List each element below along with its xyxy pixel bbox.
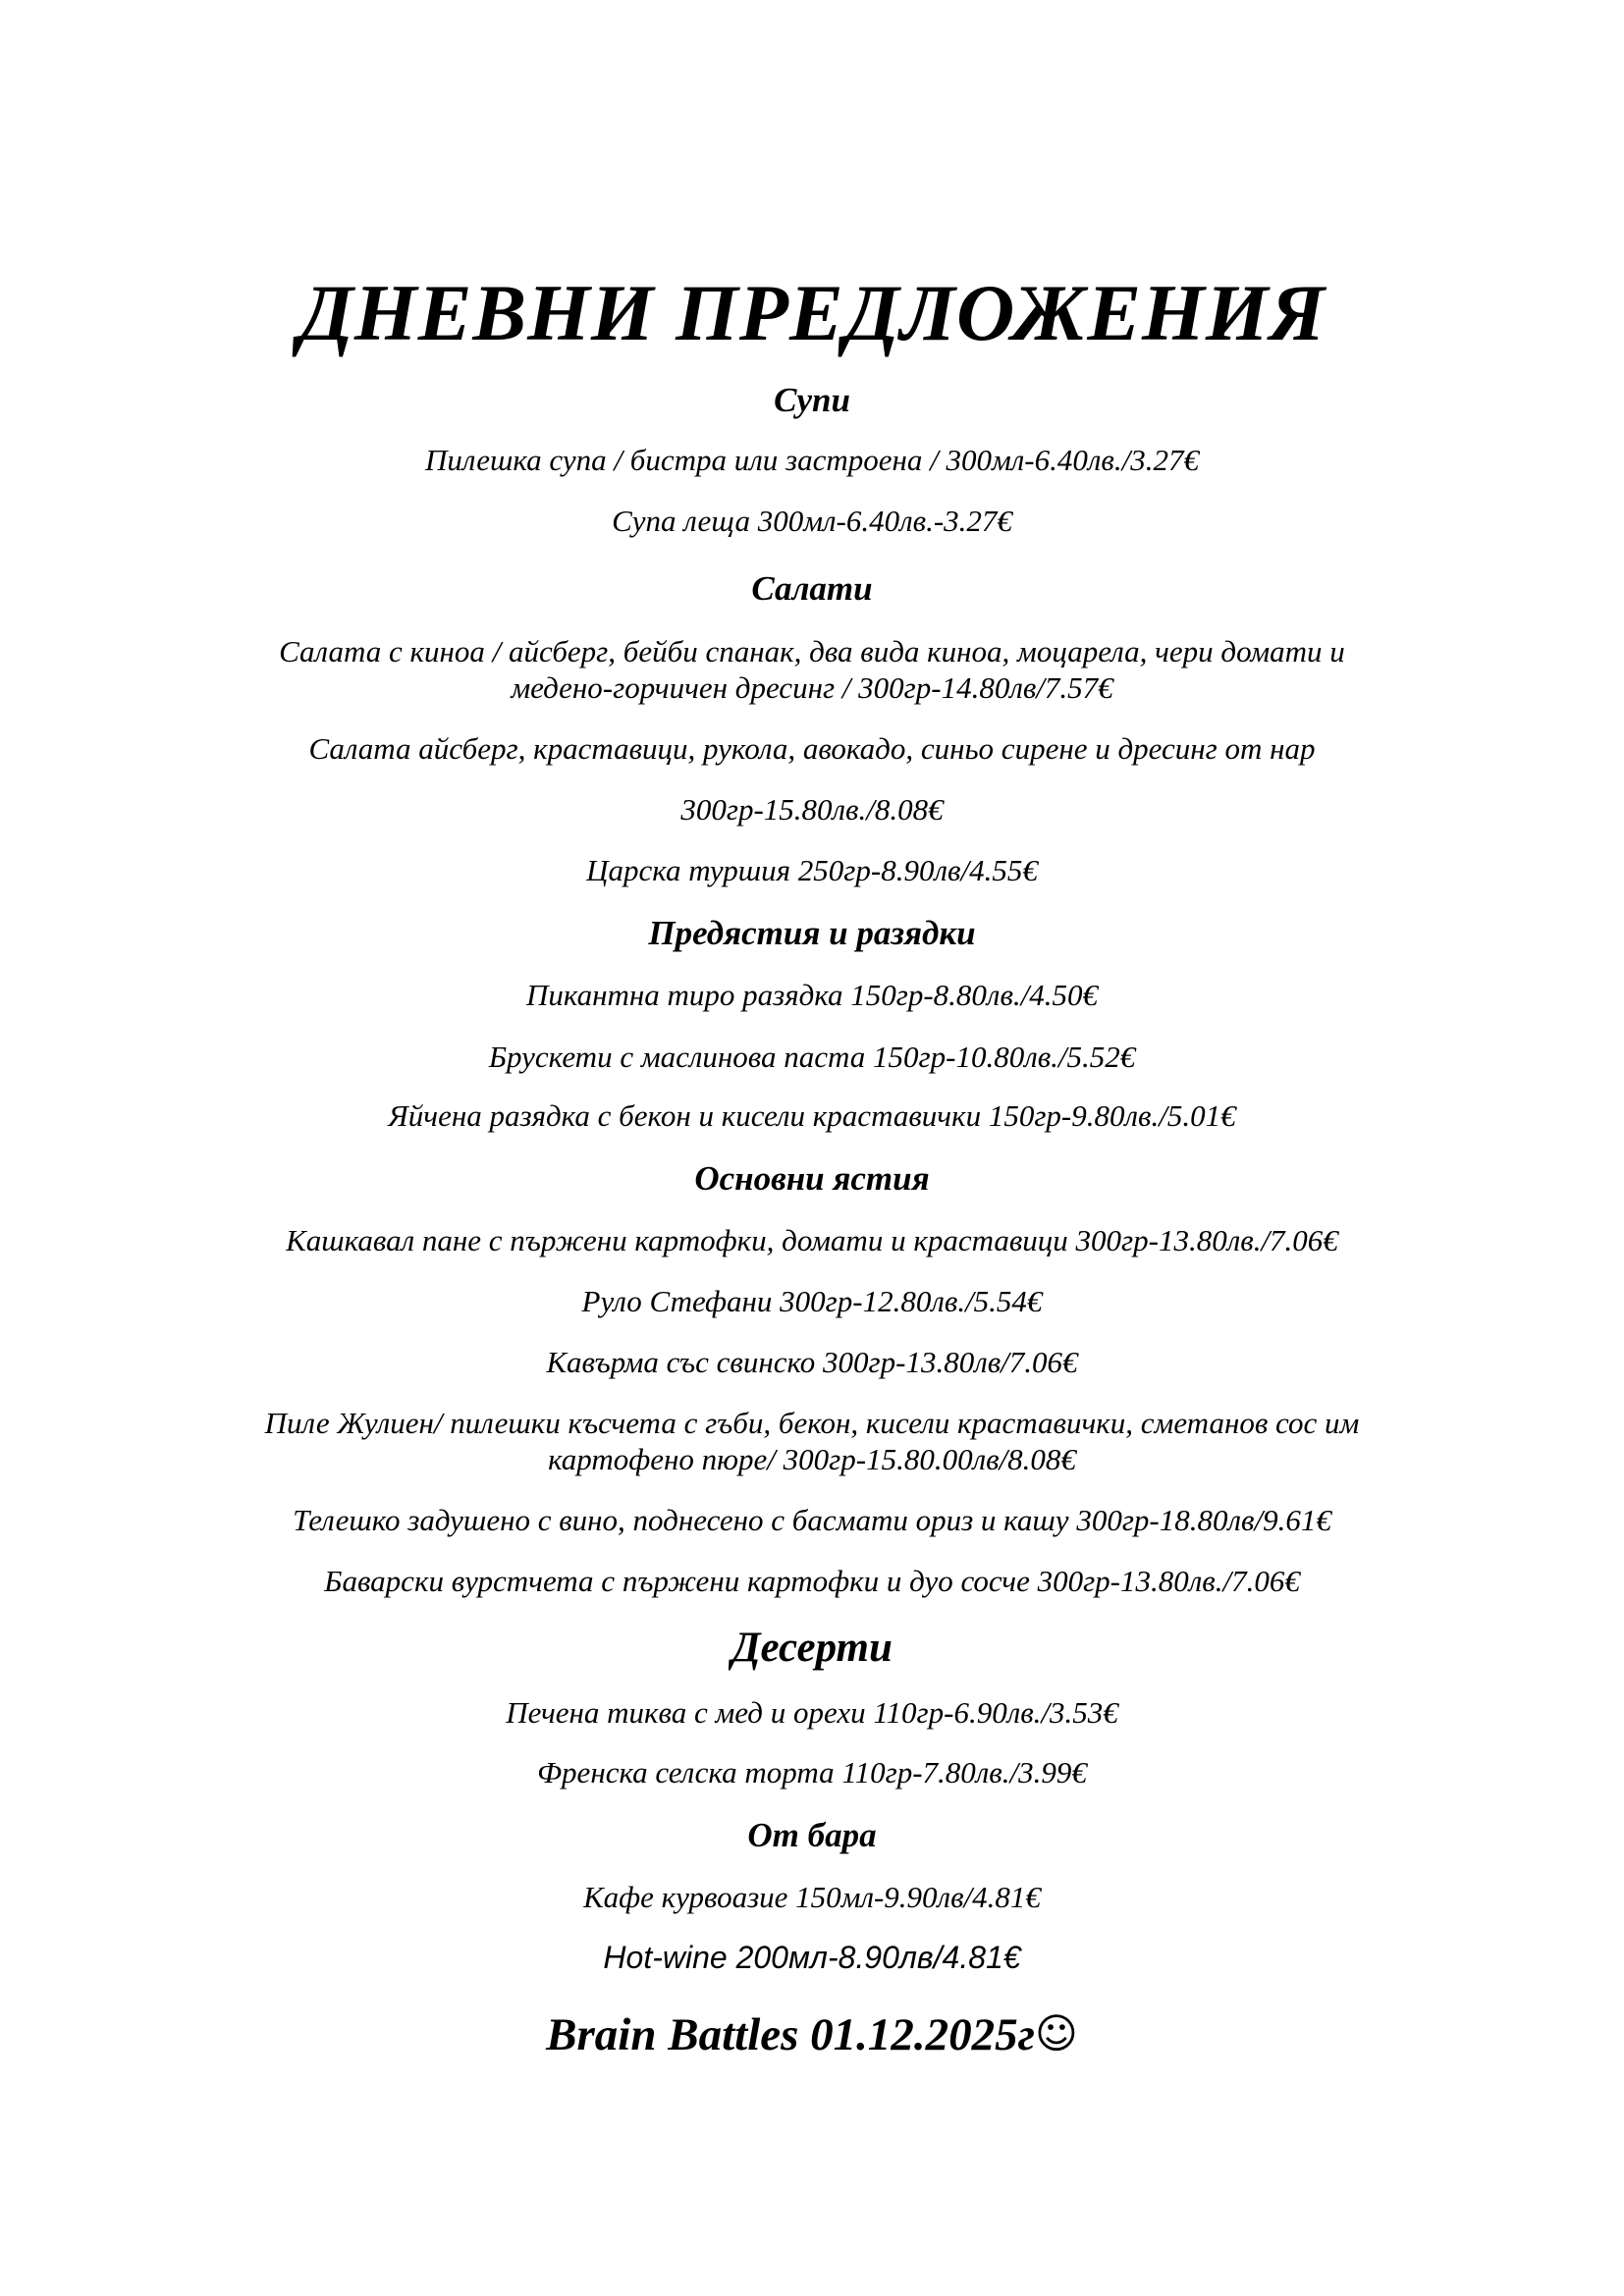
section-heading-soups: Супи [774,381,850,419]
menu-item-french-cake: Френска селска торта 110гр-7.80лв./3.99€ [537,1755,1087,1789]
menu-item-quinoa-salad-line2: медено-горчичен дресинг / 300гр-14.80лв/7.57€ [511,670,1113,705]
section-heading-desserts: Десерти [731,1625,893,1671]
menu-item-chicken-julienne-line2: картофено пюре/ 300гр-15.80.00лв/8.08€ [548,1442,1076,1476]
menu-item-baked-pumpkin: Печена тиква с мед и орехи 110гр-6.90лв./3.53€ [506,1695,1118,1730]
menu-item-lentil-soup: Супа леща 300мл-6.40лв.-3.27€ [612,504,1012,538]
menu-item-rulo-stefani: Руло Стефани 300гр-12.80лв./5.54€ [581,1284,1043,1318]
section-heading-salads: Салати [751,569,873,608]
menu-item-courvoisier-coffee: Кафе курвоазие 150мл-9.90лв/4.81€ [583,1880,1041,1914]
menu-item-quinoa-salad-line1: Салата с киноа / айсберг, бейби спанак, два вида киноа, моцарела, чери домати и [279,634,1345,668]
menu-item-iceberg-salad-line2: 300гр-15.80лв./8.08€ [680,792,944,827]
menu-item-breaded-cheese: Кашкавал пане с пържени картофки, домати и краставици 300гр-13.80лв./7.06€ [286,1223,1338,1257]
menu-item-kavarma: Кавърма със свинско 300гр-13.80лв/7.06€ [546,1345,1078,1379]
menu-item-tiro-spread: Пикантна тиро разядка 150гр-8.80лв./4.50€ [525,978,1099,1012]
menu-item-chicken-soup: Пилешка супа / бистра или застроена / 300мл-6.40лв./3.27€ [425,443,1199,477]
page-title: ДНЕВНИ ПРЕДЛОЖЕНИЯ [298,268,1326,357]
menu-item-chicken-julienne-line1: Пиле Жулиен/ пилешки късчета с гъби, бекон, кисели краставички, сметанов сос им [264,1406,1360,1440]
section-heading-mains: Основни ястия [694,1159,930,1198]
menu-item-bruschetta: Брускети с маслинова паста 150гр-10.80лв./5.52€ [488,1040,1136,1074]
menu-item-bavarian-sausages: Баварски вурстчета с пържени картофки и дуо сосче 300гр-13.80лв./7.06€ [324,1564,1300,1598]
menu-item-egg-spread: Яйчена разядка с бекон и кисели краставички 150гр-9.80лв./5.01€ [388,1098,1236,1133]
menu-item-braised-veal: Телешко задушено с вино, поднесено с басмати ориз и кашу 300гр-18.80лв/9.61€ [293,1503,1331,1537]
event-announcement [0,2009,1624,2060]
event-announcement-text: Brain Battles 01.12.2025г [546,2009,1036,2060]
menu-item-iceberg-salad-line1: Салата айсберг, краставици, рукола, авокадо, синьо сирене и дресинг от нар [308,731,1316,766]
menu-item-hot-wine: Hot-wine 200мл-8.90лв/4.81€ [603,1940,1021,1975]
menu-item-tsarska-turshia: Царска туршия 250гр-8.90лв/4.55€ [586,853,1038,887]
section-heading-starters: Предястия и разядки [648,914,976,952]
smiley-icon: ☺ [1035,2009,1078,2057]
section-heading-bar: От бара [747,1816,877,1854]
